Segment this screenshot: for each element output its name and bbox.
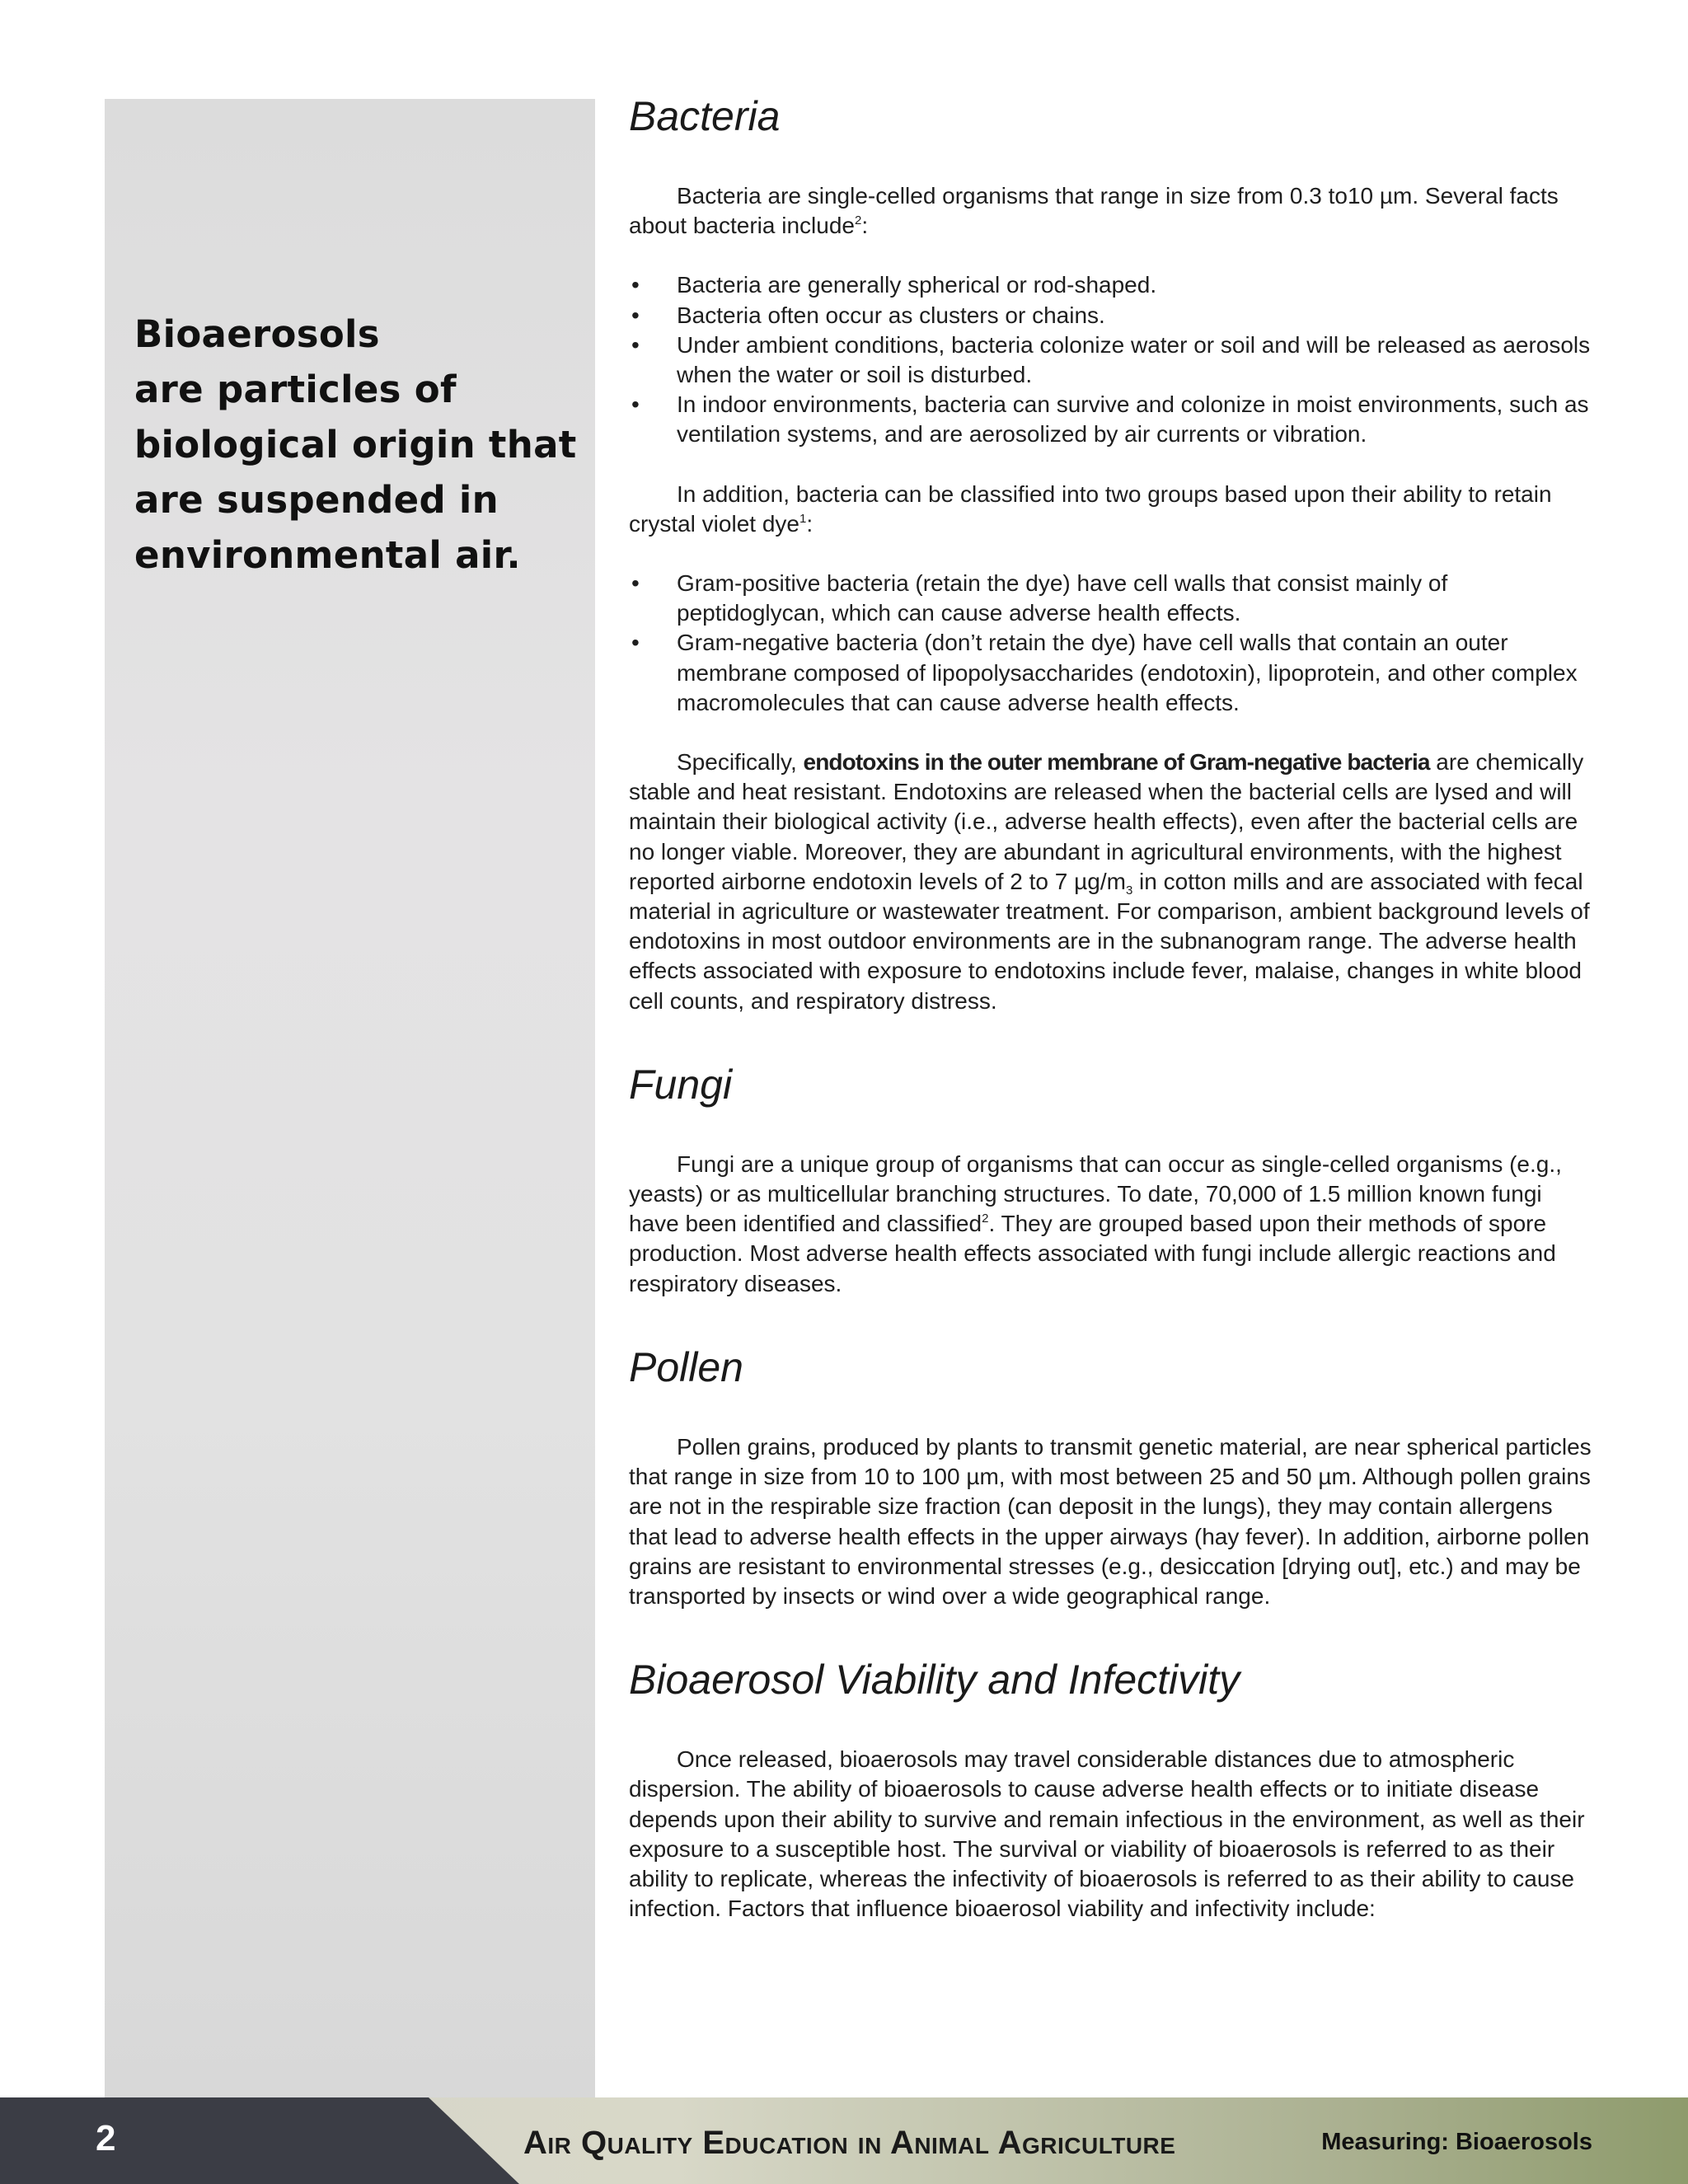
publication-title: Air Quality Education in Animal Agriculture bbox=[523, 2125, 1176, 2161]
heading-viability: Bioaerosol Viability and Infectivity bbox=[629, 1657, 1240, 1704]
heading-fungi: Fungi bbox=[629, 1061, 733, 1108]
bacteria-classify: In addition, bacteria can be classified into two groups based upon their ability to retain crystal violet dye$^1$: bbox=[629, 480, 1552, 537]
reference-mark: 2 bbox=[982, 1212, 989, 1226]
bacteria-facts-list bbox=[629, 270, 1597, 449]
viability-paragraph: Once released, bioaerosols may travel considerable distances due to atmospheric dispersion. The ability of bioaerosols to cause adverse health effects or to initiate disease depends upon their ability to survive and remain infectious in the environment, as well as their exposure to a susceptible host. The survival or viability of bioaerosols is referred to as their ability to replicate, whereas the infectivity of bioaerosols is referred to as their ability to cause infection. Factors that influence bioaerosol viability and infectivity include: bbox=[629, 1746, 1585, 1922]
page-number: 2 bbox=[96, 2118, 116, 2158]
footer-dark-tab bbox=[0, 2097, 519, 2184]
list-item: • In indoor environments, bacteria can survive and colonize in moist environments, such as ventilation systems, and are aerosolized by air currents or vibration. bbox=[629, 390, 1597, 449]
list-item: • Gram-positive bacteria (retain the dye) have cell walls that consist mainly of peptidoglycan, which can cause adverse health effects. bbox=[629, 569, 1597, 628]
main-content bbox=[629, 91, 1597, 1924]
heading-bacteria: Bacteria bbox=[629, 93, 781, 139]
page-footer bbox=[0, 2097, 1688, 2184]
endotoxin-emphasis: endotoxins in the outer membrane of Gram-negative bacteria bbox=[803, 749, 1430, 776]
sidebar-callout: Bioaerosols are particles of biological origin that are suspended in environmental air. bbox=[134, 312, 577, 577]
heading-pollen: Pollen bbox=[629, 1343, 743, 1390]
list-item: • Gram-negative bacteria (don’t retain the dye) have cell walls that contain an outer membrane composed of lipopolysaccharides (endotoxin), lipoprotein, and other complex macromolecules that can cause adverse health effects. bbox=[629, 628, 1597, 718]
fungi-paragraph: Fungi are a unique group of organisms that can occur as single-celled organisms (e.g., yeasts) or as multicellular branching structures. To date, 70,000 of 1.5 million known fungi have been identified and classified$^2$. They are grouped based upon their methods of spore production. Most adverse health effects associated with fungi include allergic reactions and respiratory diseases. bbox=[629, 1151, 1562, 1296]
reference-mark: 2 bbox=[854, 213, 862, 228]
endotoxin-paragraph: Specifically, endotoxins in the outer membrane of Gram-negative bacteria are chemically stable and heat resistant. Endotoxins are released when the bacterial cells are lysed and will maintain their biological activity (i.e., adverse health effects), even after the bacterial cells are no longer viable. Moreover, they are abundant in agricultural environments, with the highest reported airborne endotoxin levels of 2 to 7 $\mu g/m_3$ in cotton mills and are associated with fecal material in agriculture or wastewater treatment. For comparison, ambient background levels of endotoxins in most outdoor environments are in the subnanogram range. The adverse health effects associated with exposure to endotoxins include fever, malaise, changes in white blood cell counts, and respiratory distress. bbox=[629, 749, 1590, 1014]
reference-mark: 1 bbox=[799, 511, 807, 526]
gram-list bbox=[629, 569, 1597, 718]
section-label: Measuring: Bioaerosols bbox=[1321, 2129, 1592, 2155]
list-item: • Under ambient conditions, bacteria colonize water or soil and will be released as aerosols when the water or soil is disturbed. bbox=[629, 330, 1597, 390]
pollen-paragraph: Pollen grains, produced by plants to transmit genetic material, are near spherical particles that range in size from 10 to 100 µm, with most between 25 and 50 µm. Although pollen grains are not in the respirable size fraction (can deposit in the lungs), they may contain allergens that lead to adverse health effects in the upper airways (hay fever). In addition, airborne pollen grains are resistant to environmental stresses (e.g., desiccation [drying out], etc.) and may be transported by insects or wind over a wide geographical range. bbox=[629, 1433, 1592, 1609]
list-item: • Bacteria often occur as clusters or chains. bbox=[629, 301, 1597, 330]
bacteria-intro: Bacteria are single-celled organisms that range in size from 0.3 to10 µm. Several facts about bacteria include$^2$: bbox=[629, 183, 1559, 239]
list-item: • Bacteria are generally spherical or rod-shaped. bbox=[629, 270, 1597, 300]
